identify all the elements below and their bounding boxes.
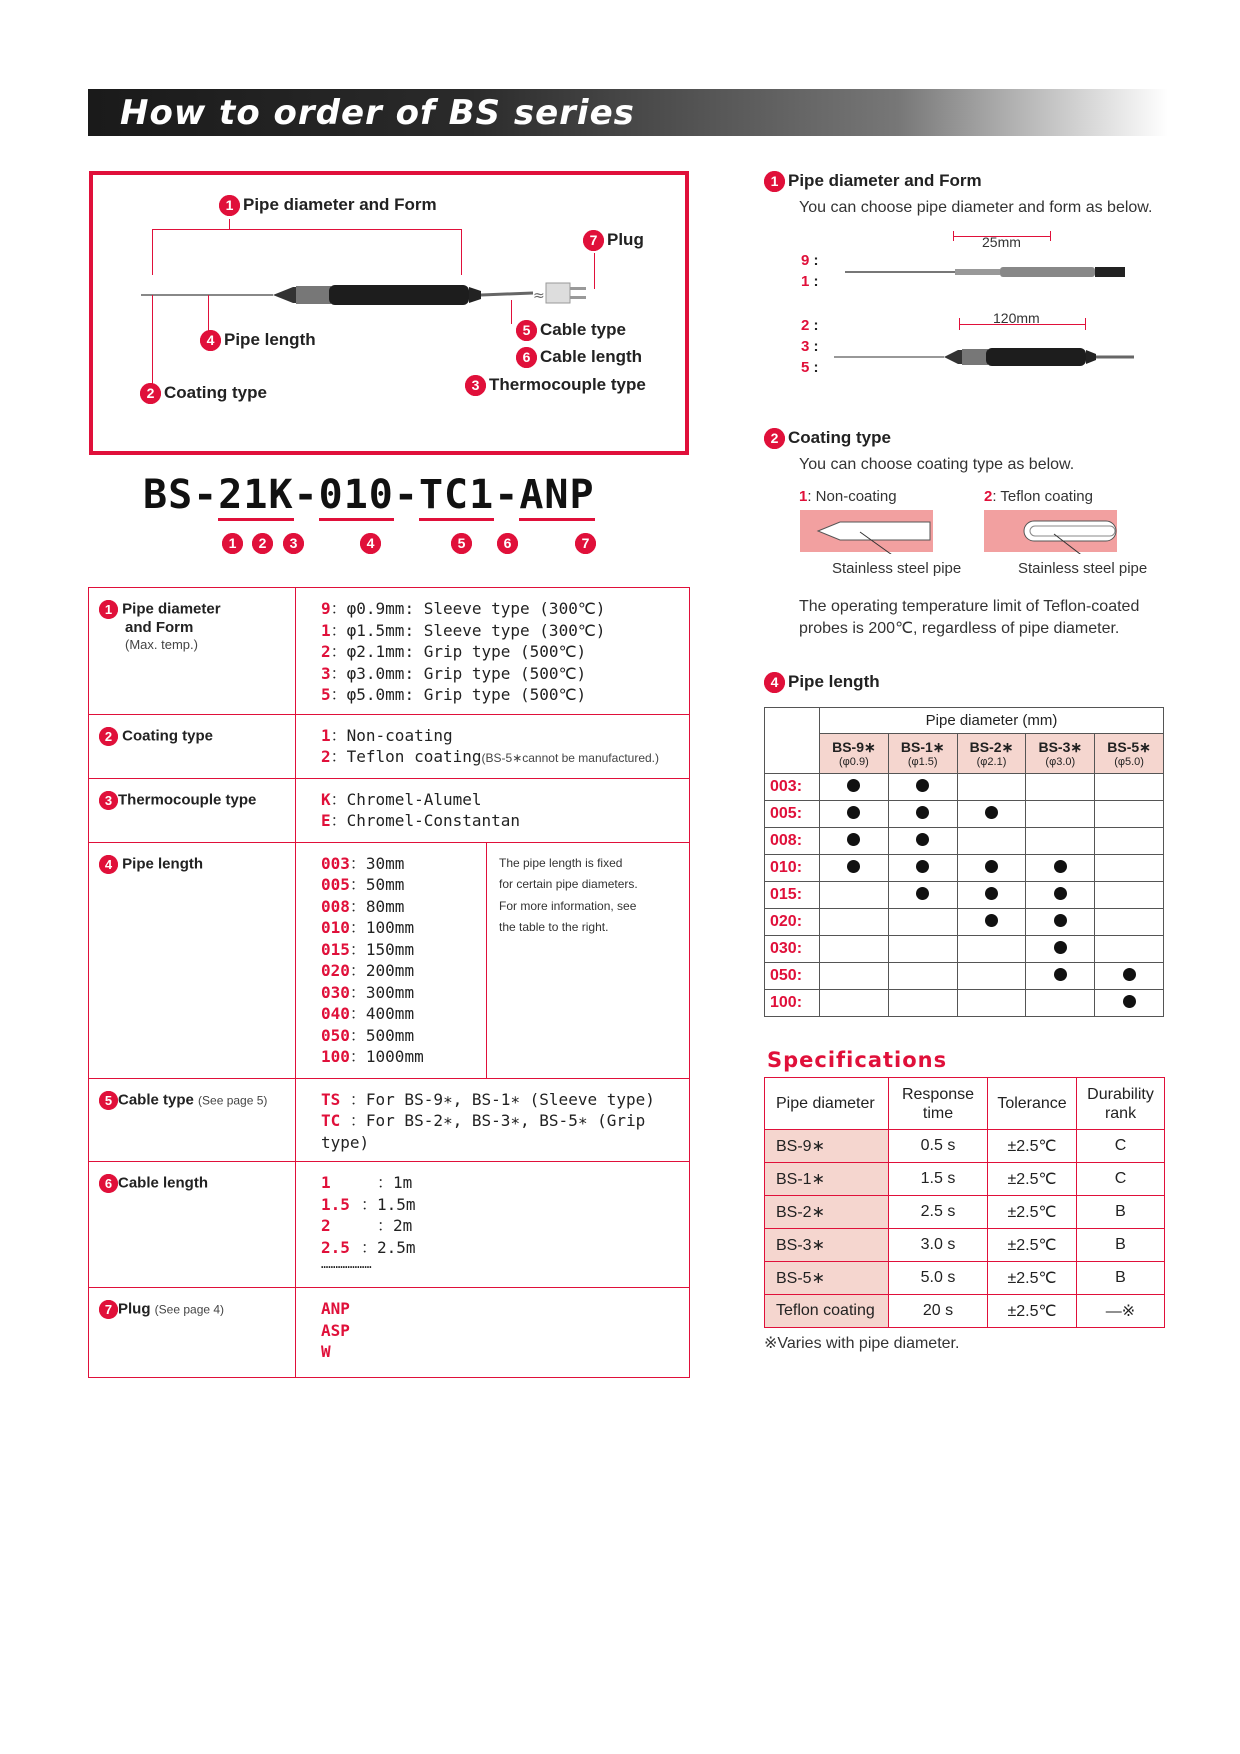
pipe-col-header: BS-5∗ (φ5.0)	[1095, 734, 1164, 774]
table-row: BS-2∗ 2.5 s ±2.5℃ B	[765, 1196, 1165, 1229]
sleeve-probe-image	[845, 262, 1125, 282]
table-row: BS-5∗ 5.0 s ±2.5℃ B	[765, 1262, 1165, 1295]
pipe-col-header: BS-1∗ (φ1.5)	[888, 734, 957, 774]
label-cable-type: 5 Cable type	[516, 320, 626, 341]
spec-row-thermocouple: 3 Thermocouple type K：Chromel-Alumel E：Chromel-Constantan	[89, 778, 690, 842]
table-row: BS-1∗ 1.5 s ±2.5℃ C	[765, 1163, 1165, 1196]
available-dot	[847, 833, 860, 846]
pipe-col-header: BS-9∗ (φ0.9)	[820, 734, 889, 774]
order-code-example: BS-21K-010-TC1-ANP	[143, 472, 595, 518]
available-dot	[847, 779, 860, 792]
teflon-note: The operating temperature limit of Teflon-coated probes is 200℃, regardless of pipe diameter.	[799, 598, 1140, 637]
spec-row-coating: 2 Coating type 1：Non-coating 2：Teflon coating(BS-5∗cannot be manufactured.)	[89, 714, 690, 778]
section-pipe-length-title: 4 Pipe length	[764, 672, 880, 693]
table-row: 008:	[765, 828, 1164, 855]
table-row: 050:	[765, 963, 1164, 990]
pipe-form-codes-b: 2 : 3 : 5 :	[801, 317, 819, 376]
available-dot	[985, 860, 998, 873]
pipe-form-codes-a: 9 : 1 :	[801, 252, 819, 290]
section-coating-title: 2 Coating type	[764, 428, 891, 449]
table-row: 005:	[765, 801, 1164, 828]
spec-row-cable-length: 6 Cable length 1 ：1m 1.5 ：1.5m 2 ：2m 2.5 ：2.5m …………………	[89, 1162, 690, 1288]
page-title: How to order of BS series	[120, 93, 635, 133]
available-dot	[1054, 968, 1067, 981]
non-coating-image	[800, 510, 935, 554]
available-dot	[1054, 941, 1067, 954]
table-row: 030:	[765, 936, 1164, 963]
available-dot	[1054, 860, 1067, 873]
available-dot	[985, 806, 998, 819]
table-row: 020:	[765, 909, 1164, 936]
list-item: 1：φ1.5mm: Sleeve type (300℃)	[321, 620, 606, 640]
pipe-length-note: The pipe length is fixed for certain pipe diameters. For more information, see the table to the right.	[499, 855, 638, 934]
probe-diagram	[89, 171, 689, 455]
probe-image	[133, 275, 593, 315]
grip-probe-image	[834, 342, 1134, 372]
specifications-title: Specifications	[767, 1048, 948, 1072]
pipe-col-header: BS-2∗ (φ2.1)	[957, 734, 1026, 774]
label-pipe-form: 1 Pipe diameter and Form	[219, 195, 437, 216]
label-plug: 7 Plug	[583, 230, 644, 251]
table-row: 100:	[765, 990, 1164, 1017]
available-dot	[847, 806, 860, 819]
page-header	[88, 89, 1168, 136]
spec-row-plug: 7 Plug (See page 4) ANP ASP W	[89, 1288, 690, 1378]
pipe-length-table: Pipe diameter (mm) BS-9∗ (φ0.9) BS-1∗ (φ1.5) BS-2∗ (φ2.1) BS-3∗ (φ3.0) BS-5∗ (φ5.0) 003: 005: 008: 010: 015: 020: 030: 050: 100:	[764, 707, 1164, 1017]
available-dot	[916, 833, 929, 846]
label-tc-type: 3 Thermocouple type	[465, 375, 646, 396]
available-dot	[916, 860, 929, 873]
available-dot	[985, 914, 998, 927]
spec-row-pipe-form: 1 Pipe diameter and Form (Max. temp.) 9：φ0.9mm: Sleeve type (300℃) 1：φ1.5mm: Sleeve type (300℃) 2：φ2.1mm: Grip type (500℃) 3：φ3.0mm: Grip type (500℃) 5：φ5.0mm: Grip type (500℃)	[89, 588, 690, 715]
table-row: 003:	[765, 774, 1164, 801]
available-dot	[847, 860, 860, 873]
table-row: BS-9∗ 0.5 s ±2.5℃ C	[765, 1130, 1165, 1163]
available-dot	[1123, 968, 1136, 981]
available-dot	[1054, 887, 1067, 900]
coating-option-2: 2: Teflon coating	[984, 488, 1093, 505]
list-item: 2：φ2.1mm: Grip type (500℃)	[321, 642, 587, 661]
table-row: Pipe diameter Response time Tolerance Durability rank	[765, 1078, 1165, 1130]
spec-row-cable-type: 5 Cable type (See page 5) TS ：For BS-9∗, BS-1∗ (Sleeve type) TC ：For BS-2∗, BS-3∗, BS-5∗ (Grip type)	[89, 1078, 690, 1162]
teflon-coating-image	[984, 510, 1119, 554]
svg-text:≈: ≈	[533, 288, 545, 304]
section-pipe-form-title: 1 Pipe diameter and Form	[764, 171, 982, 192]
pipe-col-header: BS-3∗ (φ3.0)	[1026, 734, 1095, 774]
table-row: 010:	[765, 855, 1164, 882]
label-coating-type: 2 Coating type	[140, 383, 267, 404]
spec-row-pipe-length: 4 Pipe length 003：30mm 005：50mm 008：80mm 010：100mm 015：150mm 020：200mm 030：300mm 040：400mm 050：500mm 100：1000mm The pipe length is fixed for certain pipe diameters. For more information, see the table to the right.	[89, 842, 690, 1078]
table-row: 015:	[765, 882, 1164, 909]
specifications-footnote: ※Varies with pipe diameter.	[764, 1335, 960, 1352]
coating-option-1: 1: Non-coating	[799, 488, 897, 505]
label-pipe-length: 4 Pipe length	[200, 330, 316, 351]
available-dot	[985, 887, 998, 900]
section-coating-desc: You can choose coating type as below.	[799, 456, 1075, 473]
available-dot	[916, 806, 929, 819]
table-row: Teflon coating 20 s ±2.5℃ —※	[765, 1295, 1165, 1328]
section-pipe-form-desc: You can choose pipe diameter and form as below.	[799, 199, 1153, 216]
specifications-table	[764, 1077, 1165, 1328]
list-item: 3：φ3.0mm: Grip type (500℃)	[321, 663, 587, 683]
available-dot	[1054, 914, 1067, 927]
label-cable-length: 6 Cable length	[516, 347, 642, 368]
list-item: 9：φ0.9mm: Sleeve type (300℃)	[321, 599, 606, 618]
table-row: BS-3∗ 3.0 s ±2.5℃ B	[765, 1229, 1165, 1262]
available-dot	[1123, 995, 1136, 1008]
available-dot	[916, 779, 929, 792]
order-spec-table	[88, 587, 690, 1378]
list-item: 5：φ5.0mm: Grip type (500℃)	[321, 685, 587, 704]
available-dot	[916, 887, 929, 900]
